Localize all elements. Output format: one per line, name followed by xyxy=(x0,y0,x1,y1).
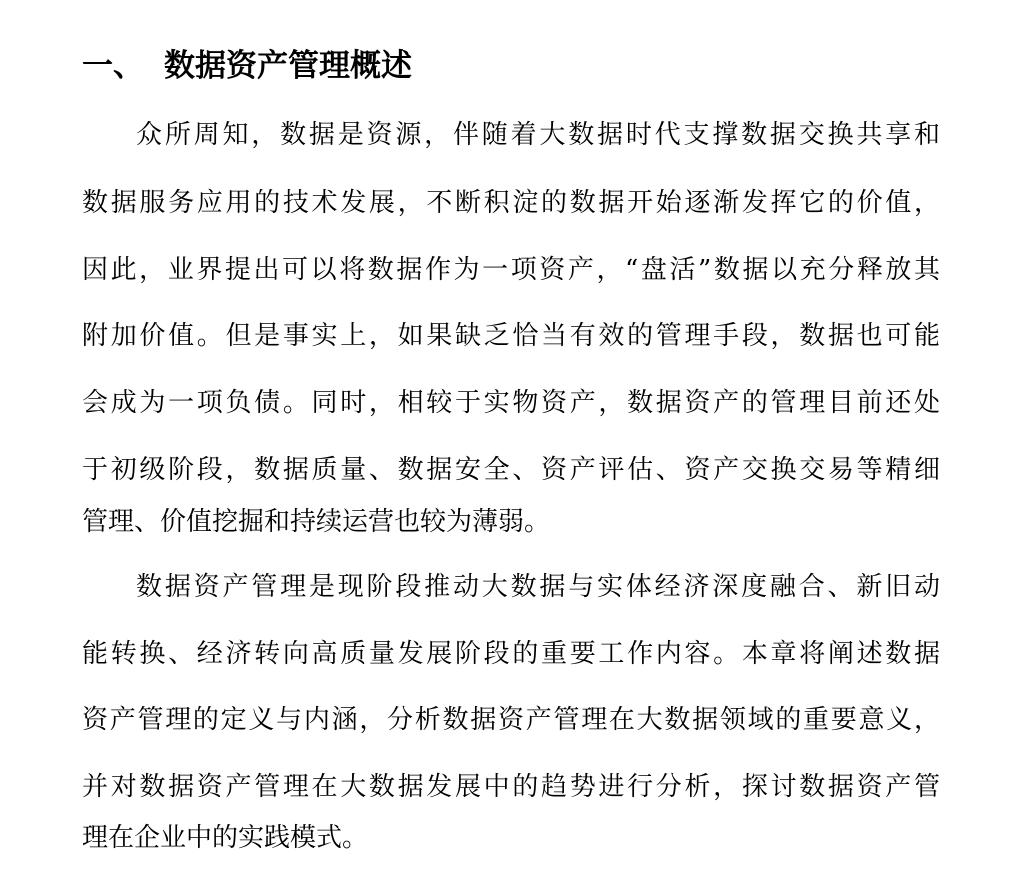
paragraph-line: 并对数据资产管理在大数据发展中的趋势进行分析，探讨数据资产管 xyxy=(82,772,940,802)
paragraph-line: 数据资产管理是现阶段推动大数据与实体经济深度融合、新旧动 xyxy=(136,572,940,602)
paragraph-line: 能转换、经济转向高质量发展阶段的重要工作内容。本章将阐述数据 xyxy=(82,639,940,669)
paragraph-line: 数据服务应用的技术发展，不断积淀的数据开始逐渐发挥它的价值， xyxy=(82,188,940,218)
paragraph-line: 会成为一项负债。同时，相较于实物资产，数据资产的管理目前还处 xyxy=(82,388,940,418)
paragraph-line: 因此，业界提出可以将数据作为一项资产，“盘活”数据以充分释放其 xyxy=(82,255,940,285)
paragraph-line: 于初级阶段，数据质量、数据安全、资产评估、资产交换交易等精细 xyxy=(82,455,940,485)
section-number: 一、 xyxy=(82,48,144,84)
paragraph-line: 众所周知，数据是资源，伴随着大数据时代支撑数据交换共享和 xyxy=(136,120,940,150)
paragraph-line: 附加价值。但是事实上，如果缺乏恰当有效的管理手段，数据也可能 xyxy=(82,321,940,351)
paragraph-line: 资产管理的定义与内涵，分析数据资产管理在大数据领域的重要意义， xyxy=(82,705,940,735)
section-title: 数据资产管理概述 xyxy=(164,48,412,84)
paragraph-line: 理在企业中的实践模式。 xyxy=(82,823,369,853)
paragraph-line: 管理、价值挖掘和持续运营也较为薄弱。 xyxy=(82,507,551,537)
section-heading xyxy=(82,44,412,88)
